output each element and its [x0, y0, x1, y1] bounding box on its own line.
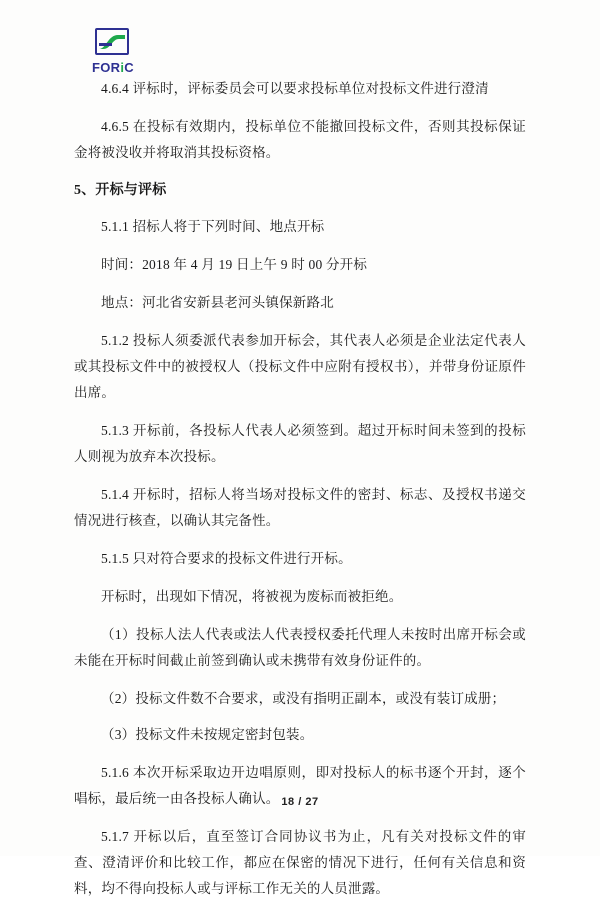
- paragraph-reject-item-3: （3）投标文件未按规定密封包装。: [101, 727, 314, 742]
- paragraph-4-6-4: 4.6.4 评标时，评标委员会可以要求投标单位对投标文件进行澄清: [101, 81, 489, 96]
- paragraph-bid-place: 地点：河北省安新县老河头镇保新路北: [101, 295, 334, 310]
- logo-word-tail: C: [124, 60, 134, 75]
- page-number-footer: 18 / 27: [281, 796, 319, 808]
- logo-swoosh-icon: [98, 32, 126, 51]
- paragraph-5-1-7: 5.1.7 开标以后，直至签订合同协议书为止，凡有关对投标文件的审查、澄清评价和比较工作，都应在保密的情况下进行，任何有关信息和资料，均不得向投标人或与评标工作无关的人员泄露。: [74, 829, 526, 896]
- company-logo: [78, 28, 148, 75]
- foric-logo-mark-icon: [95, 28, 131, 58]
- paragraph-5-1-5: 5.1.5 只对符合要求的投标文件进行开标。: [101, 551, 352, 566]
- document-body: [74, 76, 526, 914]
- logo-word-accent: i: [120, 60, 125, 75]
- paragraph-reject-item-1: （1）投标人法人代表或法人代表授权委托代理人未按时出席开标会或未能在开标时间截止前签到确认或未携带有效身份证件的。: [74, 627, 526, 668]
- paragraph-4-6-5: 4.6.5 在投标有效期内，投标单位不能撤回投标文件，否则其投标保证金将被没收并将取消其投标资格。: [74, 119, 526, 160]
- paragraph-bid-time: 时间：2018 年 4 月 19 日上午 9 时 00 分开标: [101, 257, 368, 272]
- paragraph-reject-item-2: （2）投标文件数不合要求，或没有指明正副本，或没有装订成册；: [101, 691, 506, 706]
- logo-wordmark: [78, 60, 148, 75]
- section-heading-5: 5、开标与评标: [74, 183, 167, 198]
- logo-word-main: FOR: [92, 60, 121, 75]
- paragraph-5-1-4: 5.1.4 开标时，招标人将当场对投标文件的密封、标志、及授权书递交情况进行核查，以确认其完备性。: [74, 487, 526, 528]
- paragraph-5-1-2: 5.1.2 投标人须委派代表参加开标会，其代表人必须是企业法定代表人或其投标文件中的被授权人（投标文件中应附有授权书），并带身份证原件出席。: [74, 333, 526, 400]
- paragraph-5-1-1: 5.1.1 招标人将于下列时间、地点开标: [101, 219, 325, 234]
- paragraph-5-1-6: 5.1.6 本次开标采取边开边唱原则，即对投标人的标书逐个开封，逐个唱标，最后统一由各投标人确认。: [74, 765, 526, 806]
- paragraph-5-1-3: 5.1.3 开标前，各投标人代表人必须签到。超过开标时间未签到的投标人则视为放弃本次投标。: [74, 423, 526, 464]
- paragraph-reject-intro: 开标时，出现如下情况，将被视为废标而被拒绝。: [101, 589, 403, 604]
